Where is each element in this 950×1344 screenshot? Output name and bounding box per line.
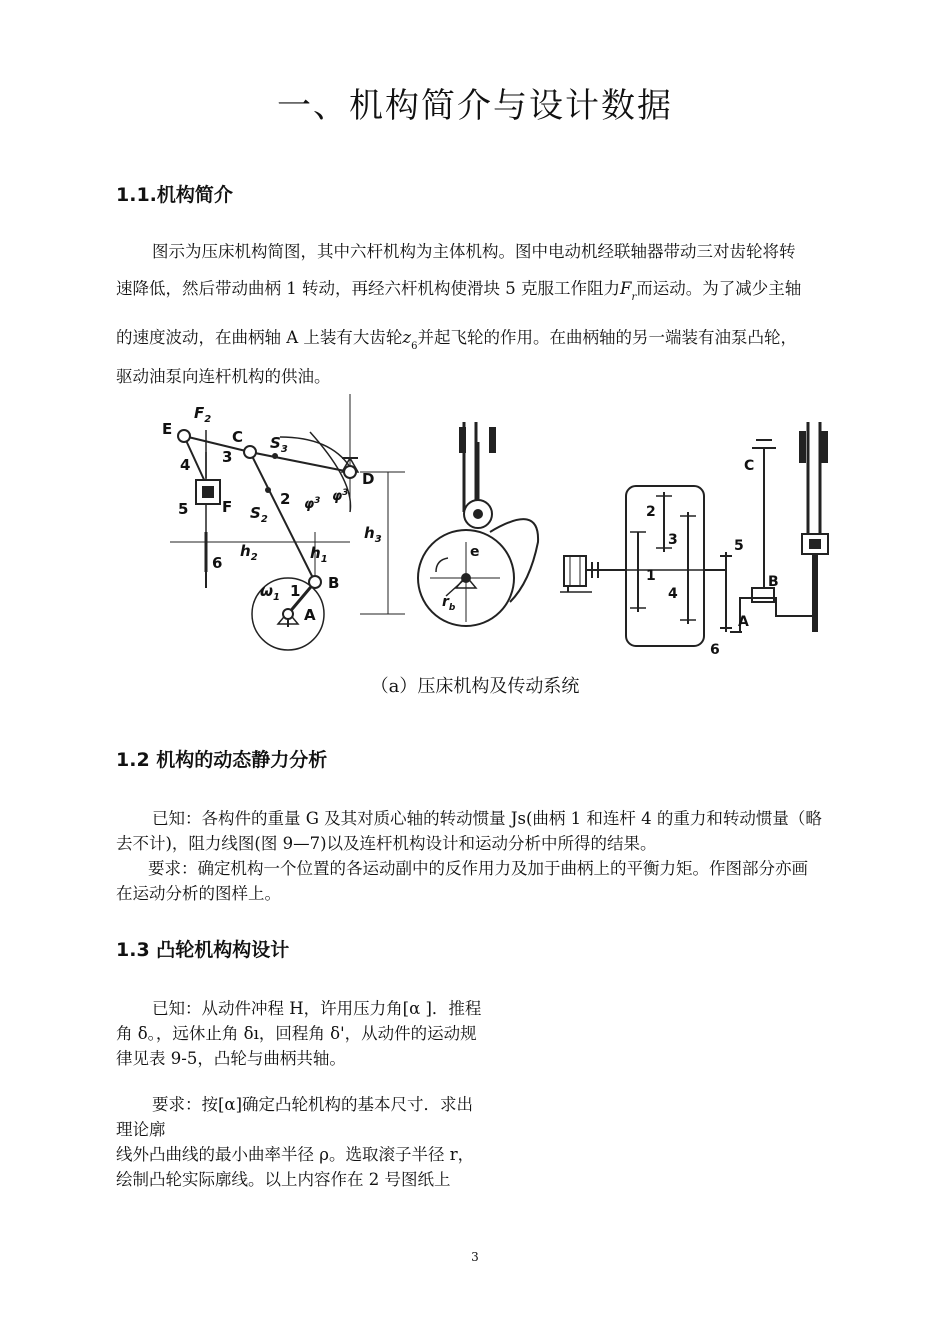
label-gear-a: A bbox=[738, 614, 749, 630]
intro-line-4: 驱动油泵向连杆机构的供油。 bbox=[116, 367, 331, 386]
label-gear-4: 4 bbox=[668, 586, 678, 602]
label-b: B bbox=[328, 574, 340, 592]
analysis-line-1: 已知：各构件的重量 G 及其对质心轴的转动惯量 Js(曲柄 1 和连杆 4 的重力和转动惯量（略 bbox=[152, 809, 822, 828]
label-link-1: 1 bbox=[290, 582, 301, 600]
cam-line-7: 绘制凸轮实际廓线。以上内容作在 2 号图纸上 bbox=[116, 1170, 451, 1189]
page-title: 一、机构简介与设计数据 bbox=[277, 86, 673, 126]
cam-line-6: 线外凸曲线的最小曲率半径 ρ。选取滚子半径 r， bbox=[116, 1145, 475, 1164]
cam-diagram bbox=[418, 422, 538, 626]
label-gear-3: 3 bbox=[668, 532, 678, 548]
press-mechanism-figure bbox=[160, 392, 920, 662]
label-gear-1: 1 bbox=[646, 568, 656, 584]
cam-profile bbox=[490, 519, 538, 602]
cam-line-2: 角 δ。，远休止角 δı，回程角 δ'，从动件的运动规 bbox=[116, 1024, 477, 1043]
analysis-line-2: 去不计)，阻力线图(图 9—7)以及连杆机构设计和运动分析中所得的结果。 bbox=[116, 834, 657, 853]
label-link-5: 5 bbox=[178, 500, 189, 518]
label-a: A bbox=[304, 606, 316, 624]
intro-line-3: 的速度波动，在曲柄轴 A 上装有大齿轮$z_6$并起飞轮的作用。在曲柄轴的另一端装有油泵凸轮， bbox=[116, 328, 797, 352]
label-link-4: 4 bbox=[180, 456, 191, 474]
cam-line-5: 理论廓 bbox=[116, 1120, 166, 1139]
label-d: D bbox=[362, 470, 375, 488]
label-gear-b: B bbox=[768, 574, 779, 590]
cam-line-1: 已知：从动件冲程 H，许用压力角[α ]．推程 bbox=[152, 999, 482, 1018]
link-cd bbox=[250, 452, 350, 472]
label-h2: $h_2$ bbox=[240, 542, 258, 563]
section-heading-1-3: 1.3 凸轮机构构设计 bbox=[116, 939, 290, 961]
label-f: F bbox=[222, 498, 233, 516]
label-gear-c: C bbox=[744, 458, 755, 474]
mass-center-s2 bbox=[265, 487, 271, 493]
label-c: C bbox=[232, 428, 244, 446]
label-e: E bbox=[162, 420, 173, 438]
joint-b bbox=[309, 576, 321, 588]
analysis-line-4: 在运动分析的图样上。 bbox=[116, 884, 281, 903]
label-link-6: 6 bbox=[212, 554, 223, 572]
intro-line-1: 图示为压床机构简图，其中六杆机构为主体机构。图中电动机经联轴器带动三对齿轮将转 bbox=[152, 242, 796, 261]
analysis-line-3: 要求：确定机构一个位置的各运动副中的反作用力及加于曲柄上的平衡力矩。作图部分亦画 bbox=[148, 859, 808, 878]
label-f2: $F_2$ bbox=[194, 404, 212, 425]
label-link-3: 3 bbox=[222, 448, 233, 466]
label-gear-5: 5 bbox=[734, 538, 744, 554]
label-phi3p: $\varphi^3$ bbox=[332, 488, 349, 504]
slider-center bbox=[203, 487, 213, 497]
label-h1: $h_1$ bbox=[310, 544, 328, 565]
figure-caption: （a）压床机构及传动系统 bbox=[370, 676, 580, 697]
motor bbox=[564, 556, 586, 586]
label-gear-6: 6 bbox=[710, 642, 720, 658]
section-heading-1-2: 1.2 机构的动态静力分析 bbox=[116, 749, 328, 771]
label-link-2: 2 bbox=[280, 490, 291, 508]
cam-line-3: 律见表 9-5，凸轮与曲柄共轴。 bbox=[116, 1049, 346, 1068]
label-cam-e: e bbox=[470, 544, 480, 560]
label-phi3pp: $\varphi^3$ bbox=[304, 496, 321, 512]
cam-line-4: 要求：按[α]确定凸轮机构的基本尺寸．求出 bbox=[152, 1095, 474, 1114]
label-s3: $S_3$ bbox=[270, 434, 288, 455]
label-rb: $r_b$ bbox=[442, 594, 456, 613]
page-number: 3 bbox=[471, 1250, 479, 1264]
label-omega1: $\omega_1$ bbox=[260, 582, 281, 603]
intro-line-2: 速降低，然后带动曲柄 1 转动，再经六杆机构使滑块 5 克服工作阻力$F_r$而运动。为了减少主轴 bbox=[116, 279, 802, 303]
label-h3: $h_3$ bbox=[364, 524, 382, 545]
gear-train-diagram bbox=[560, 422, 828, 646]
joint-d bbox=[344, 466, 356, 478]
mass-center-s3 bbox=[272, 453, 278, 459]
joint-e bbox=[178, 430, 190, 442]
section-heading-1-1: 1.1.机构简介 bbox=[116, 184, 233, 206]
label-gear-2: 2 bbox=[646, 504, 656, 520]
label-s2: $S_2$ bbox=[250, 504, 268, 525]
joint-c bbox=[244, 446, 256, 458]
joint-a bbox=[283, 609, 293, 619]
